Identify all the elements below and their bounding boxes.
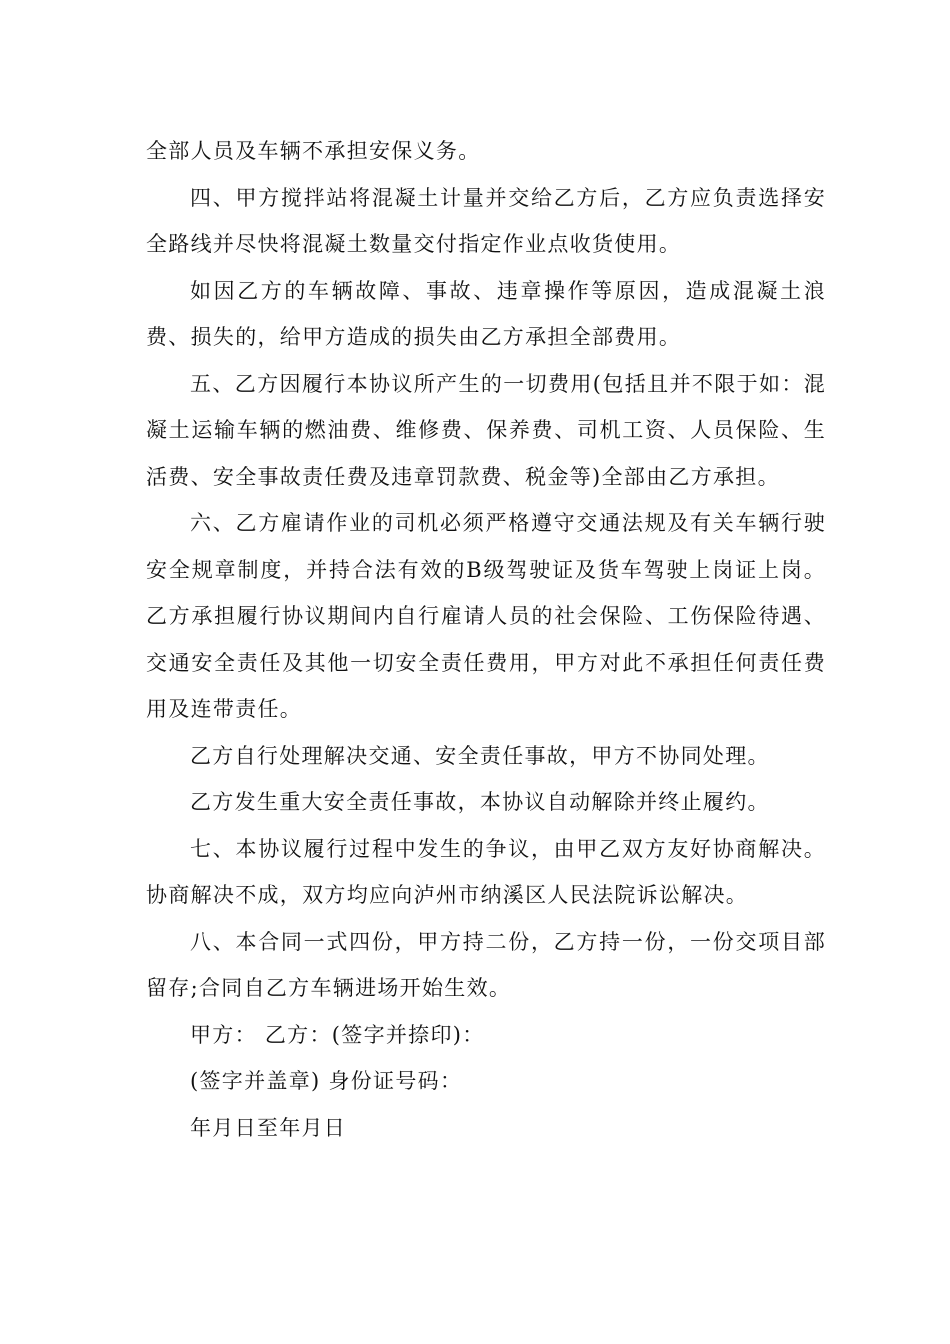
paragraph-continuation: 全部人员及车辆不承担安保义务。: [146, 139, 481, 163]
paragraph-clause-5: 五、乙方因履行本协议所产生的一切费用(包括且并不限于如：混凝土运输车辆的燃油费、维修费、保养费、司机工资、人员保险、生活费、安全事故责任费及违章罚款费、税金等)全部由乙方承担。: [146, 371, 826, 489]
contract-body: [146, 128, 826, 1151]
paragraph-clause-6-handling: 乙方自行处理解决交通、安全责任事故，甲方不协同处理。: [190, 743, 770, 768]
paragraph-clause-7: 七、本协议履行过程中发生的争议，由甲乙双方友好协商解决。协商解决不成，双方均应向泸州市纳溪区人民法院诉讼解决。: [146, 836, 826, 907]
signature-parties-line: 甲方： 乙方：(签字并捺印)：: [190, 1022, 485, 1047]
paragraph-clause-4-damage: 如因乙方的车辆故障、事故、违章操作等原因，造成混凝土浪费、损失的，给甲方造成的损失由乙方承担全部费用。: [146, 278, 826, 349]
date-range-line: 年月日至年月日: [190, 1115, 347, 1140]
paragraph-clause-6-termination: 乙方发生重大安全责任事故，本协议自动解除并终止履约。: [190, 790, 770, 814]
signature-seal-id-line: (签字并盖章) 身份证号码：: [190, 1069, 463, 1093]
paragraph-clause-6: 六、乙方雇请作业的司机必须严格遵守交通法规及有关车辆行驶安全规章制度，并持合法有效的B级驾驶证及货车驾驶上岗证上岗。乙方承担履行协议期间内自行雇请人员的社会保险、工伤保险待遇、交通安全责任及其他一切安全责任费用，甲方对此不承担任何责任费用及连带责任。: [146, 511, 826, 721]
paragraph-clause-8: 八、本合同一式四份，甲方持二份，乙方持一份，一份交项目部留存;合同自乙方车辆进场开始生效。: [146, 929, 826, 1000]
paragraph-clause-4: 四、甲方搅拌站将混凝土计量并交给乙方后，乙方应负责选择安全路线并尽快将混凝土数量交付指定作业点收货使用。: [146, 185, 826, 256]
